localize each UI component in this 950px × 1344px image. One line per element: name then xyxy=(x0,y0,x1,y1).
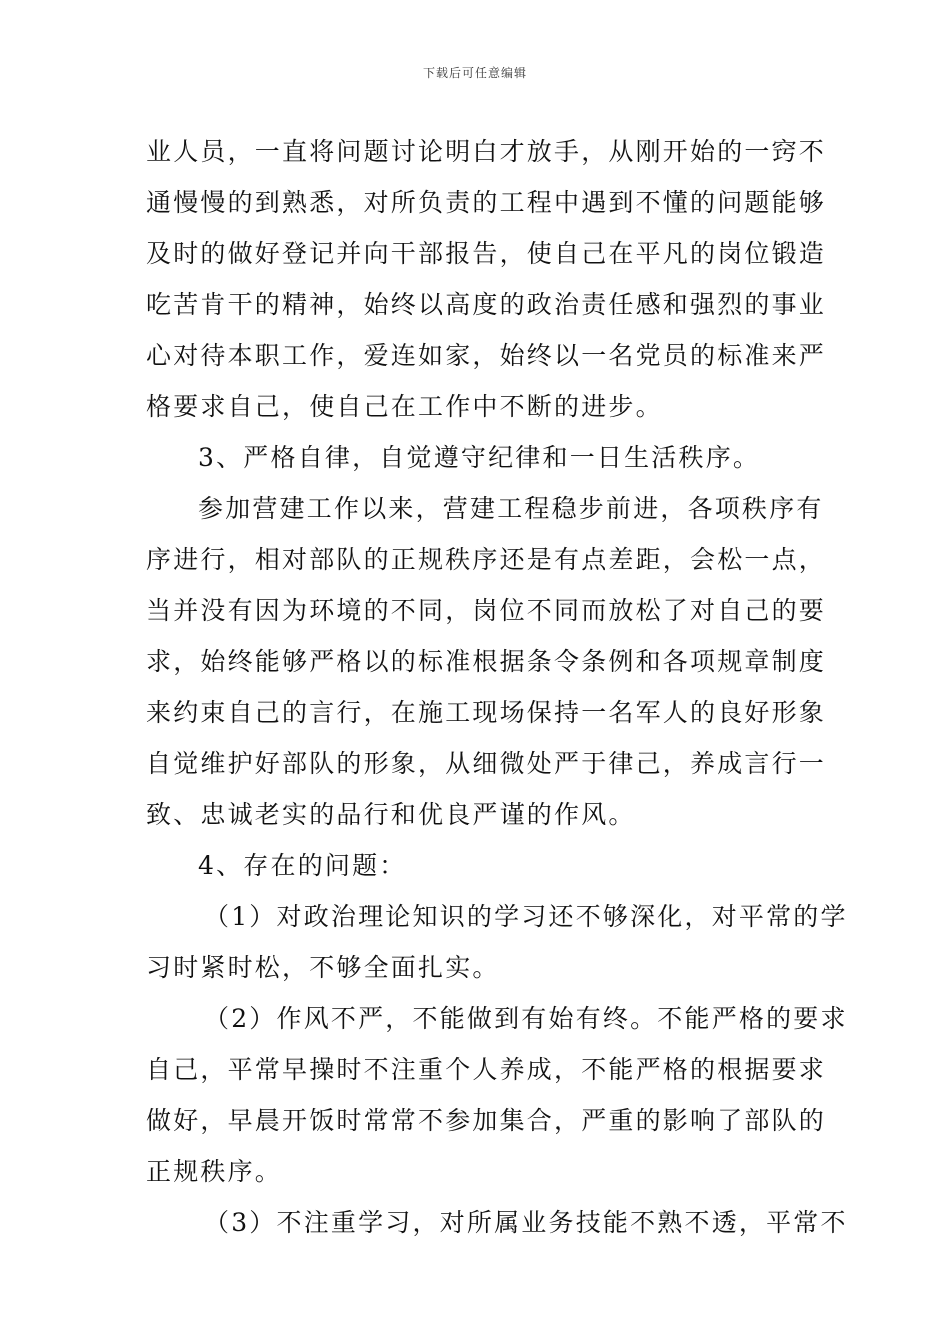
text-line: 序进行，相对部队的正规秩序还是有点差距，会松一点， xyxy=(146,545,827,574)
text-line: 自觉维护好部队的形象，从细微处严于律己，养成言行一 xyxy=(146,749,827,778)
document-body xyxy=(146,126,848,1248)
text-line: 吃苦肯干的精神，始终以高度的政治责任感和强烈的事业 xyxy=(146,290,827,319)
page-header-note: 下载后可任意编辑 xyxy=(422,66,527,80)
text-line: 致、忠诚老实的品行和优良严谨的作风。 xyxy=(146,800,636,829)
text-line: 当并没有因为环境的不同，岗位不同而放松了对自己的要 xyxy=(146,596,827,625)
text-line: 正规秩序。 xyxy=(146,1157,283,1186)
text-line: 自己，平常早操时不注重个人养成，不能严格的根据要求 xyxy=(146,1055,827,1084)
text-line: 习时紧时松，不够全面扎实。 xyxy=(146,953,500,982)
text-line: 通慢慢的到熟悉，对所负责的工程中遇到不懂的问题能够 xyxy=(146,188,827,217)
text-line: 心对待本职工作，爱连如家，始终以一名党员的标准来严 xyxy=(146,341,827,370)
text-line: 格要求自己，使自己在工作中不断的进步。 xyxy=(146,392,663,421)
text-line: 做好，早晨开饭时常常不参加集合，严重的影响了部队的 xyxy=(146,1106,827,1135)
text-line: 来约束自己的言行，在施工现场保持一名军人的良好形象 xyxy=(146,698,827,727)
text-line: 及时的做好登记并向干部报告，使自己在平凡的岗位锻造 xyxy=(146,239,827,268)
text-line: 业人员，一直将问题讨论明白才放手，从刚开始的一窍不 xyxy=(146,137,827,166)
text-line: 参加营建工作以来，营建工程稳步前进，各项秩序有 xyxy=(198,494,824,523)
section-heading: 4、存在的问题： xyxy=(198,851,407,880)
text-line: （3）不注重学习，对所属业务技能不熟不透，平常不 xyxy=(204,1208,848,1237)
text-line: 求，始终能够严格以的标准根据条令条例和各项规章制度 xyxy=(146,647,827,676)
section-heading: 3、严格自律，自觉遵守纪律和一日生活秩序。 xyxy=(198,443,761,472)
text-line: （2）作风不严，不能做到有始有终。不能严格的要求 xyxy=(204,1004,848,1033)
text-line: （1）对政治理论知识的学习还不够深化，对平常的学 xyxy=(204,902,848,931)
